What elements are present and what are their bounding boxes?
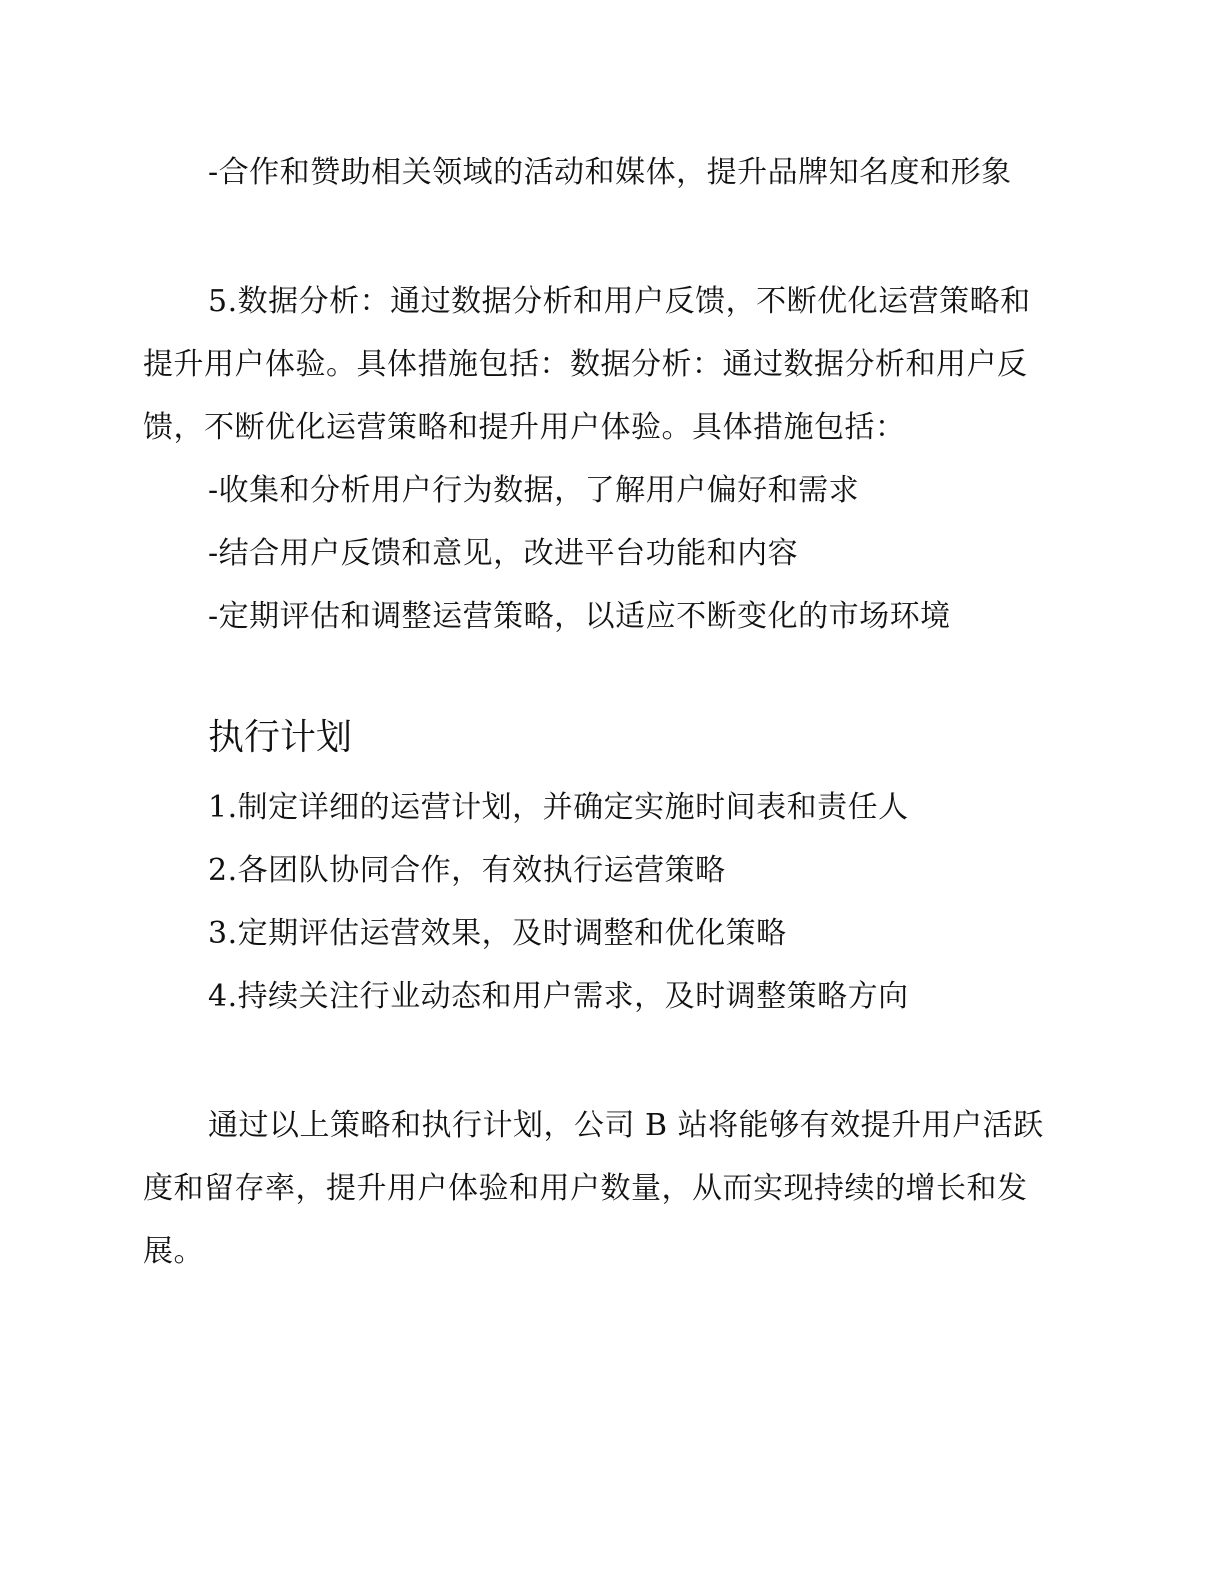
section5-bullet-3: -定期评估和调整运营策略，以适应不断变化的市场环境 [208, 599, 951, 634]
conclusion-line-3: 展。 [143, 1234, 204, 1269]
section5-line-3: 馈，不断优化运营策略和提升用户体验。具体措施包括： [143, 410, 906, 445]
section5-bullet-1: -收集和分析用户行为数据，了解用户偏好和需求 [208, 473, 860, 508]
section5-line-2: 提升用户体验。具体措施包括：数据分析：通过数据分析和用户反 [143, 347, 1028, 382]
plan-item-3: 3.定期评估运营效果，及时调整和优化策略 [208, 916, 787, 951]
plan-heading: 执行计划 [208, 717, 353, 758]
brand-bullet: -合作和赞助相关领域的活动和媒体，提升品牌知名度和形象 [208, 155, 1012, 190]
conclusion-line-2: 度和留存率，提升用户体验和用户数量，从而实现持续的增长和发 [143, 1171, 1028, 1206]
conclusion-line-1: 通过以上策略和执行计划，公司 B 站将能够有效提升用户活跃 [208, 1108, 1044, 1143]
plan-item-2: 2.各团队协同合作，有效执行运营策略 [208, 853, 726, 888]
plan-item-1: 1.制定详细的运营计划，并确定实施时间表和责任人 [208, 790, 909, 825]
plan-item-4: 4.持续关注行业动态和用户需求，及时调整策略方向 [208, 979, 909, 1014]
section5-line-1: 5.数据分析：通过数据分析和用户反馈，不断优化运营策略和 [208, 284, 1031, 319]
section5-bullet-2: -结合用户反馈和意见，改进平台功能和内容 [208, 536, 799, 571]
